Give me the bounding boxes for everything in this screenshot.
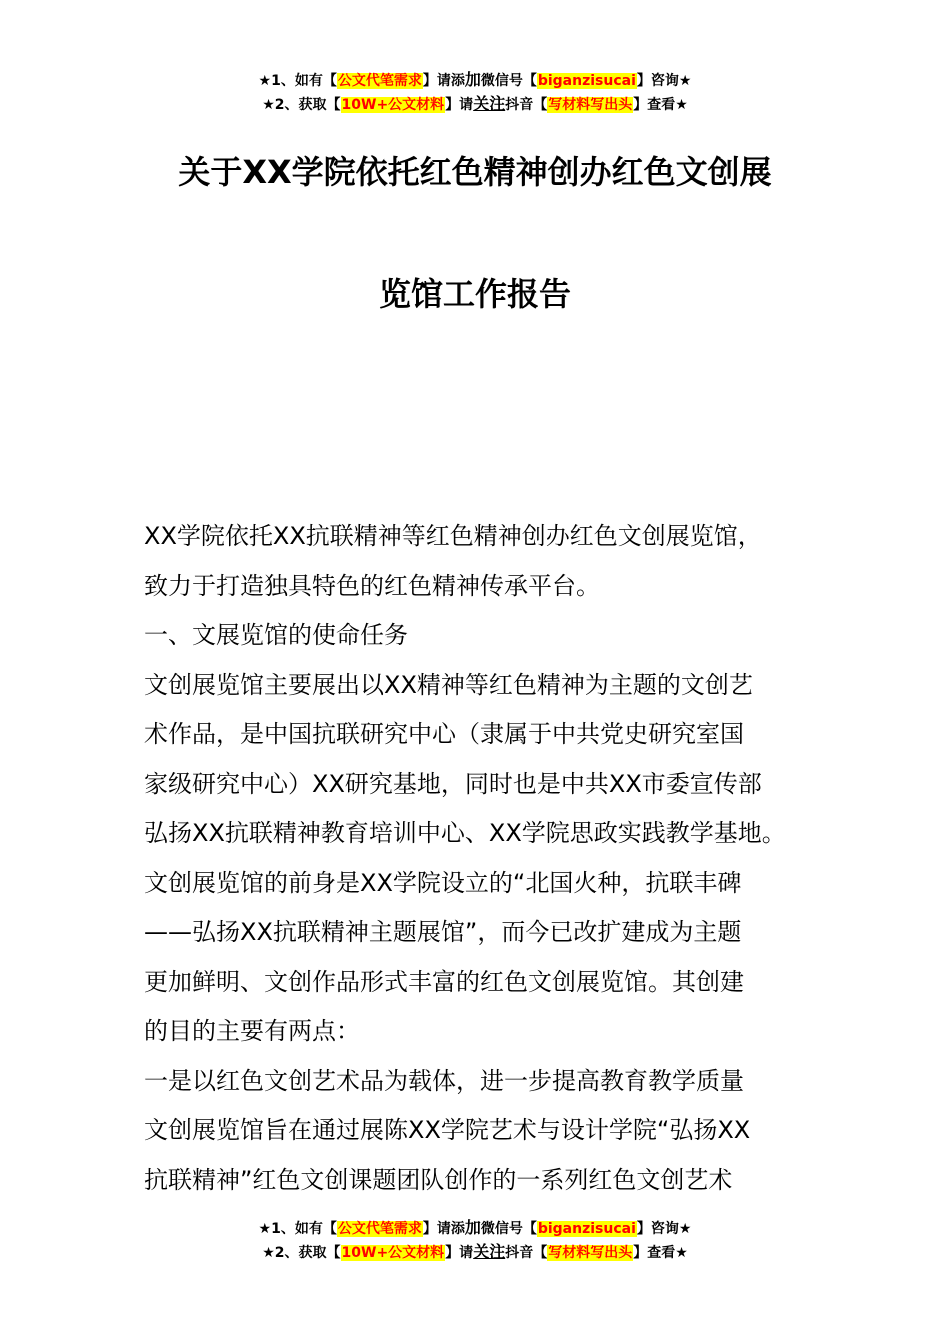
promo-highlight: 写材料写出头 <box>548 1245 633 1261</box>
body-line: 致力于打造独具特色的红色精神传承平台。 <box>144 571 600 600</box>
promo-line-2 <box>0 92 950 116</box>
promo-highlight: biganzisucai <box>537 1221 636 1237</box>
promo-highlight: biganzisucai <box>537 73 636 89</box>
promo-text: ★2、获取【 <box>262 1245 341 1261</box>
body-line: 文创展览馆主要展出以XX精神等红色精神为主题的文创艺 <box>144 670 753 699</box>
body-line: 文创展览馆的前身是XX学院设立的“北国火种，抗联丰碑 <box>144 868 742 897</box>
promo-emphasis: 加 <box>464 1218 481 1237</box>
promo-text: ★1、如有【 <box>258 73 337 89</box>
promo-text: 】查看★ <box>633 1245 688 1261</box>
body-line: 术作品，是中国抗联研究中心（隶属于中共党史研究室国 <box>144 720 744 748</box>
body-line: 更加鲜明、文创作品形式丰富的红色文创展览馆。其创建 <box>144 967 744 996</box>
promo-line-1 <box>0 1216 950 1240</box>
promo-text: 微信号【 <box>480 1221 537 1237</box>
promo-line-2 <box>0 1240 950 1264</box>
promo-text: 】咨询★ <box>636 1221 692 1237</box>
promo-emphasis: 加 <box>464 70 481 89</box>
body-line: 一是以红色文创艺术品为载体，进一步提高教育教学质量 <box>144 1066 744 1095</box>
promo-text: 】请 <box>445 1245 474 1261</box>
promo-highlight: 10W+公文材料 <box>341 1245 445 1261</box>
promo-highlight: 10W+公文材料 <box>341 97 445 113</box>
promo-highlight: 写材料写出头 <box>548 97 633 113</box>
promo-text: 】请 <box>445 97 474 113</box>
promo-emphasis: 关注 <box>473 1242 506 1261</box>
body-line: 抗联精神”红色文创课题团队创作的一系列红色文创艺术 <box>144 1165 733 1194</box>
body-line: 的目的主要有两点： <box>144 1017 360 1045</box>
document-title-line-1: 关于XX学院依托红色精神创办红色文创展 <box>178 153 772 191</box>
section-heading: 一、文展览馆的使命任务 <box>144 621 408 649</box>
body-line: ——弘扬XX抗联精神主题展馆”，而今已改扩建成为主题 <box>144 918 742 946</box>
body-line: XX学院依托XX抗联精神等红色精神创办红色文创展览馆， <box>144 522 762 550</box>
document-title-line-2: 览馆工作报告 <box>378 275 571 313</box>
promo-text: ★2、获取【 <box>262 97 341 113</box>
body-line: 文创展览馆旨在通过展陈XX学院艺术与设计学院“弘扬XX <box>144 1116 751 1144</box>
body-line: 弘扬XX抗联精神教育培训中心、XX学院思政实践教学基地。 <box>144 819 786 847</box>
document-body <box>144 512 816 1205</box>
promo-text: 微信号【 <box>480 73 537 89</box>
promo-text: 】请添 <box>422 1221 465 1237</box>
promo-text: 】请添 <box>422 73 465 89</box>
promo-emphasis: 关注 <box>473 94 506 113</box>
promo-text: 】查看★ <box>633 97 688 113</box>
promo-text: 抖音【 <box>505 97 548 113</box>
promo-highlight: 公文代笔需求 <box>337 73 422 89</box>
header-promo-banner <box>0 68 950 116</box>
body-line: 家级研究中心）XX研究基地，同时也是中共XX市委宣传部 <box>144 769 762 798</box>
promo-line-1 <box>0 68 950 92</box>
promo-text: 】咨询★ <box>636 73 692 89</box>
footer-promo-banner <box>0 1216 950 1264</box>
promo-text: ★1、如有【 <box>258 1221 337 1237</box>
promo-highlight: 公文代笔需求 <box>337 1221 422 1237</box>
promo-text: 抖音【 <box>505 1245 548 1261</box>
